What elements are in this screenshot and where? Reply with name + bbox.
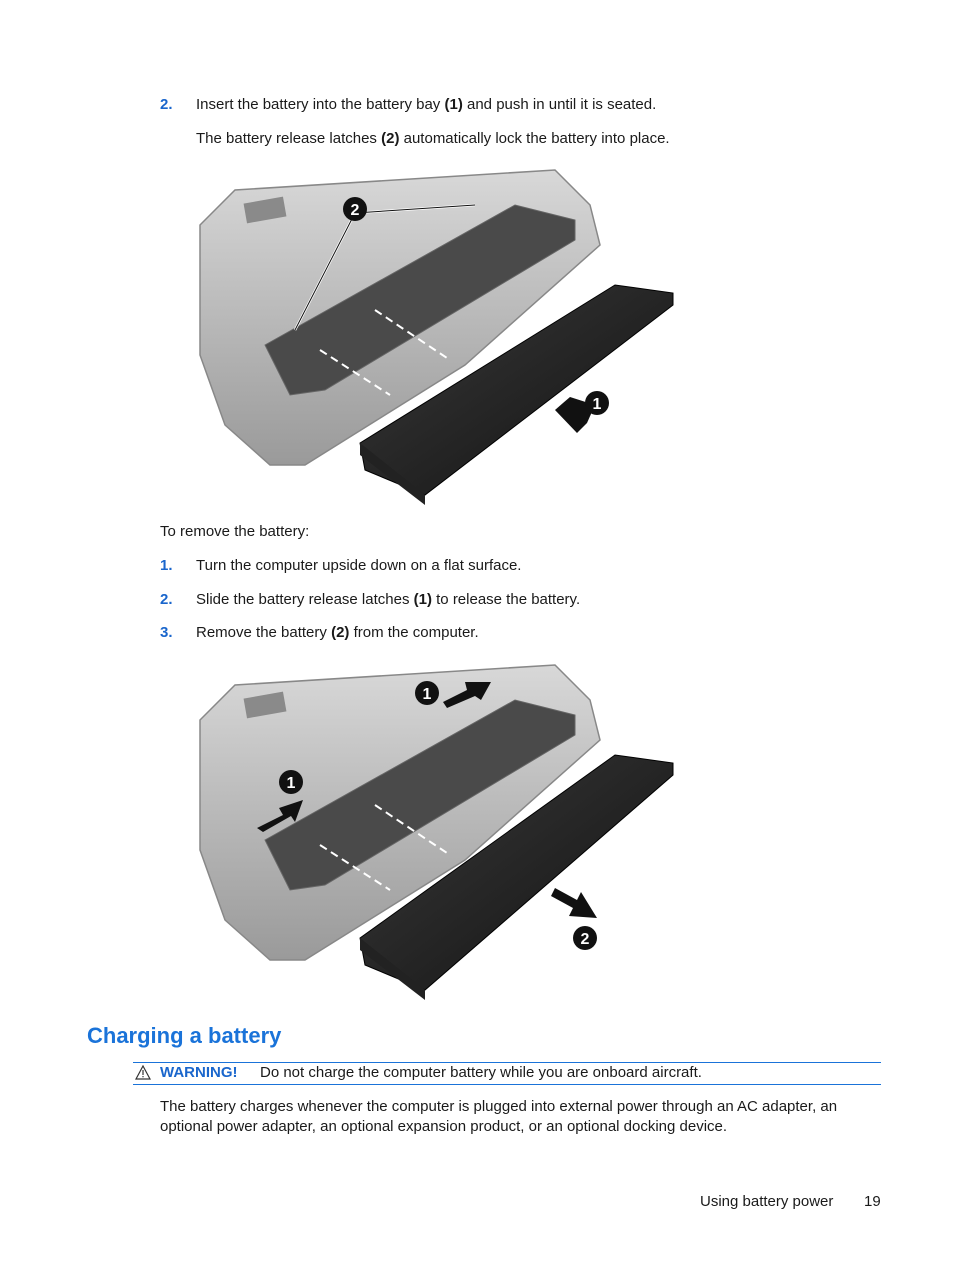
warning-box (133, 1062, 881, 1085)
callout-label: 1 (592, 396, 602, 413)
step-text-part: Insert the battery into the battery bay (196, 96, 445, 113)
section-heading: Charging a battery (87, 1023, 282, 1048)
step-text-part: Turn the computer upside down on a flat surface. (196, 557, 522, 574)
step-text-part: Slide the battery release latches (196, 591, 414, 608)
callout-label: 2 (350, 202, 360, 219)
charging-paragraph: The battery charges whenever the computer is plugged into external power through an AC adapter, an optional power adapter, an optional expansion product, or an optional docking device. (160, 1098, 838, 1135)
battery-remove-illustration (195, 660, 685, 1005)
step-text (196, 624, 479, 641)
warning-triangle-icon (135, 1065, 151, 1080)
remove-intro: To remove the battery: (160, 523, 310, 540)
step-number: 2. (160, 591, 173, 608)
page-number: 19 (864, 1193, 881, 1210)
callout-label: 1 (286, 775, 296, 792)
callout-ref: (1) (444, 96, 463, 113)
step-note (196, 130, 670, 147)
step-text (196, 591, 580, 608)
step-number: 1. (160, 557, 173, 574)
step-number: 2. (160, 96, 173, 113)
step-number: 3. (160, 624, 173, 641)
callout-ref: (2) (331, 624, 350, 641)
step-text-part: Remove the battery (196, 624, 332, 641)
warning-label: WARNING! (160, 1064, 238, 1081)
step-text-part: The battery release latches (196, 130, 382, 147)
step-text (196, 96, 656, 113)
callout-label: 2 (580, 931, 590, 948)
step-text-part: to release the battery. (431, 591, 581, 608)
callout-label: 1 (422, 686, 432, 703)
step-text-part: automatically lock the battery into place. (399, 130, 670, 147)
callout-ref: (1) (413, 591, 432, 608)
step-text (196, 557, 521, 574)
warning-text: Do not charge the computer battery while you are onboard aircraft. (260, 1064, 702, 1081)
step-text-part: and push in until it is seated. (462, 96, 657, 113)
footer-section-title: Using battery power (700, 1193, 834, 1210)
step-text-part: from the computer. (349, 624, 479, 641)
battery-insert-illustration (195, 165, 685, 510)
callout-ref: (2) (381, 130, 400, 147)
